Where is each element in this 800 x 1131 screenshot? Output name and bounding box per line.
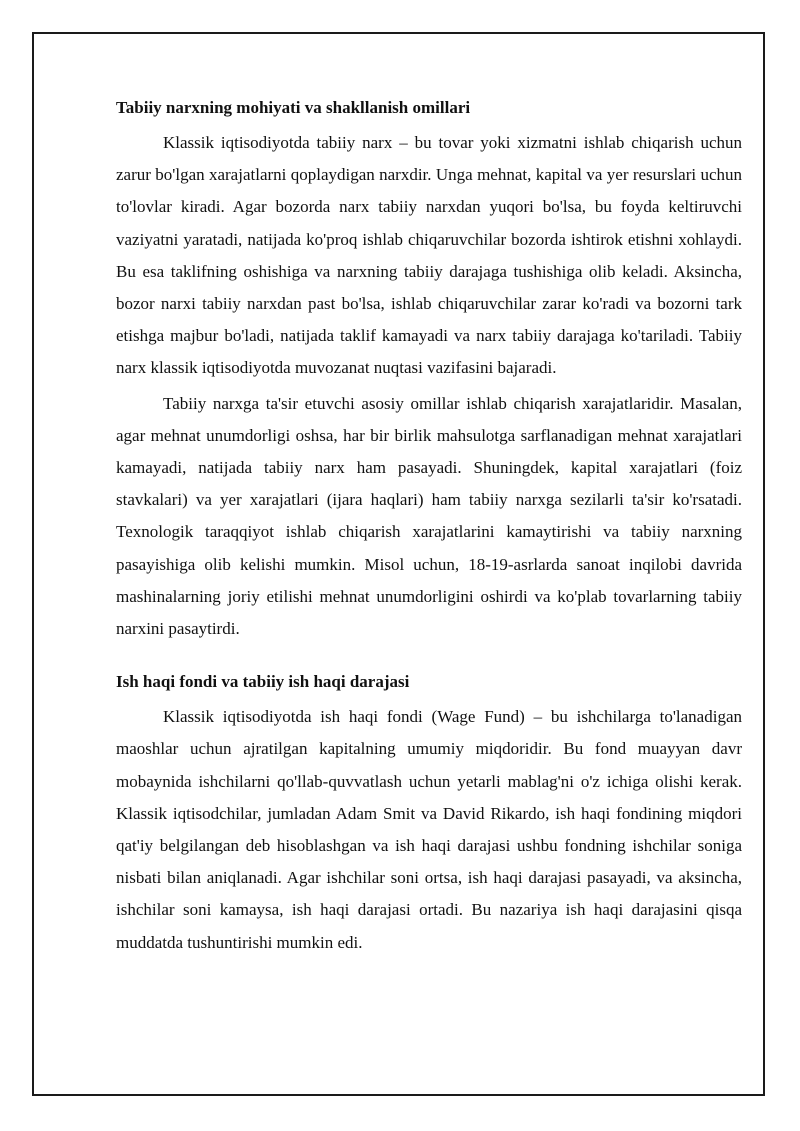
paragraph: Klassik iqtisodiyotda ish haqi fondi (Wage Fund) – bu ishchilarga to'lanadigan maoshlar uchun ajratilgan kapitalning umumiy miqdoridir. Bu fond muayyan davr mobaynida ishchilarni qo'llab-quvvatlash uchun yetarli mablag'ni o'z ichiga olishi kerak. Klassik iqtisodchilar, jumladan Adam Smit va David Rikardo, ish haqi fondining miqdori qat'iy belgilangan deb hisoblashgan va ish haqi darajasi ushbu fondning ishchilar soniga nisbati bilan aniqlanadi. Agar ishchilar soni ortsa, ish haqi darajasi pasayadi, va aksincha, ishchilar soni kamaysa, ish haqi darajasi ortadi. Bu nazariya ish haqi darajasini qisqa muddatda tushuntirishi mumkin edi. bbox=[116, 707, 742, 952]
section-heading: Ish haqi fondi va tabiiy ish haqi darajasi bbox=[116, 672, 410, 692]
paragraph: Klassik iqtisodiyotda tabiiy narx – bu tovar yoki xizmatni ishlab chiqarish uchun zarur bo'lgan xarajatlarni qoplaydigan narxdir. Unga mehnat, kapital va yer resurslari uchun to'lovlar kiradi. Agar bozorda narx tabiiy narxdan yuqori bo'lsa, bu foyda keltiruvchi vaziyatni yaratadi, natijada ko'proq ishlab chiqaruvchilar bozorda ishtirok etishni xohlaydi. Bu esa taklifning oshishiga va narxning tabiiy darajaga tushishiga olib keladi. Aksincha, bozor narxi tabiiy narxdan past bo'lsa, ishlab chiqaruvchilar zarar ko'radi va bozorni tark etishga majbur bo'ladi, natijada taklif kamayadi va narx tabiiy darajaga ko'tariladi. Tabiiy narx klassik iqtisodiyotda muvozanat nuqtasi vazifasini bajaradi. bbox=[116, 133, 742, 378]
document-body bbox=[116, 97, 742, 959]
section-heading: Tabiiy narxning mohiyati va shakllanish omillari bbox=[116, 98, 471, 117]
paragraph: Tabiiy narxga ta'sir etuvchi asosiy omillar ishlab chiqarish xarajatlaridir. Masalan, agar mehnat unumdorligi oshsa, har bir birlik mahsulotga sarflanadigan mehnat xarajatlari kamayadi, natijada tabiiy narx ham pasayadi. Shuningdek, kapital xarajatlari (foiz stavkalari) va yer xarajatlari (ijara haqlari) ham tabiiy narxga sezilarli ta'sir ko'rsatadi. Texnologik taraqqiyot ishlab chiqarish xarajatlarini kamaytirishi va tabiiy narxning pasayishiga olib kelishi mumkin. Misol uchun, 18-19-asrlarda sanoat inqilobi davrida mashinalarning joriy etilishi mehnat unumdorligini oshirdi va ko'plab tovarlarning tabiiy narxini pasaytirdi. bbox=[116, 393, 742, 639]
